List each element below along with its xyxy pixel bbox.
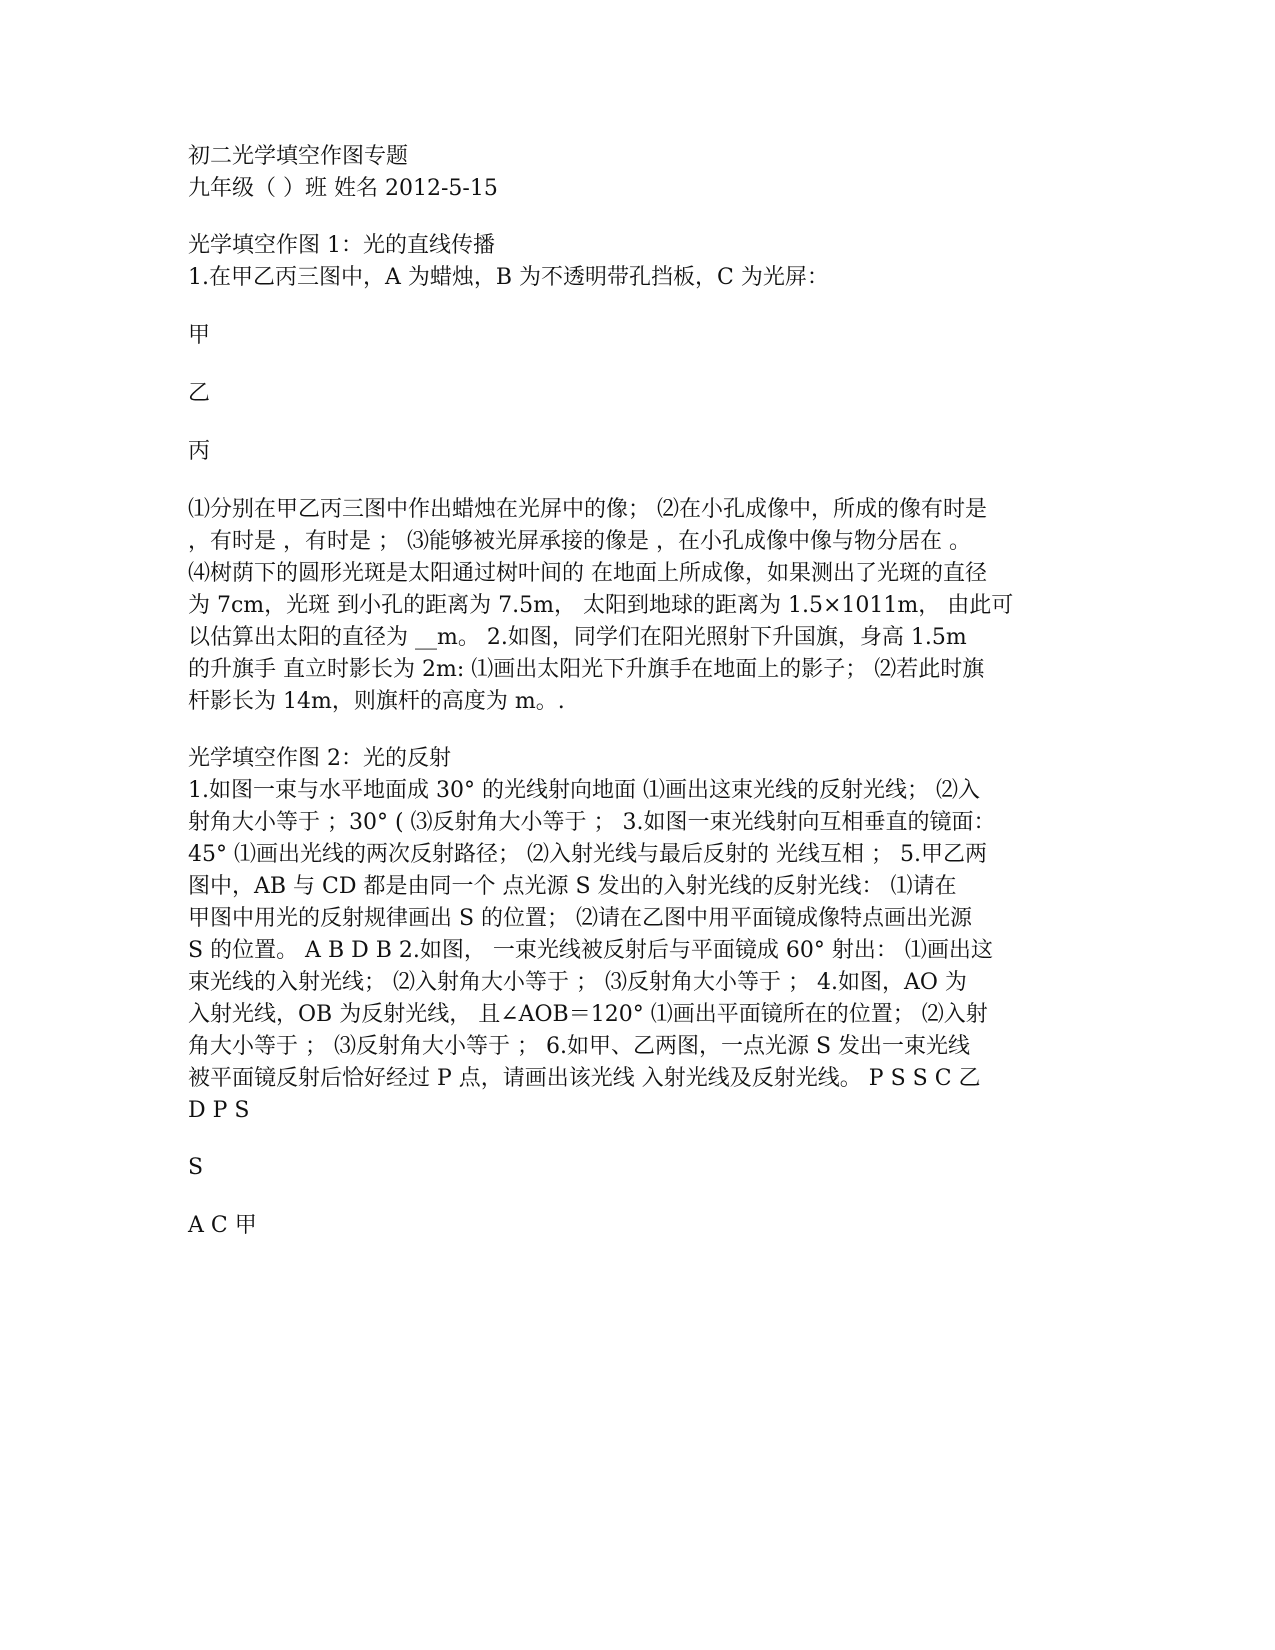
section1-paragraph-line: 的升旗手 直立时影长为 2m: ⑴画出太阳光下升旗手在地面上的影子； ⑵若此时旗 — [188, 657, 985, 682]
figure-label-jia: 甲 — [188, 323, 211, 348]
section1-paragraph-line: ⑷树荫下的圆形光斑是太阳通过树叶间的 在地面上所成像，如果测出了光斑的直径 — [188, 561, 987, 586]
section2-paragraph-line: 45° ⑴画出光线的两次反射路径； ⑵入射光线与最后反射的 光线互相 ； 5.甲乙两 — [188, 842, 987, 867]
figure-label-yi: 乙 — [188, 381, 211, 406]
section2-heading: 光学填空作图 2：光的反射 — [188, 746, 451, 771]
section2-paragraph-line: 甲图中用光的反射规律画出 S 的位置； ⑵请在乙图中用平面镜成像特点画出光源 — [188, 906, 973, 931]
section1-paragraph-line: 以估算出太阳的直径为 __m。 2.如图，同学们在阳光照射下升国旗，身高 1.5m — [188, 625, 967, 650]
section1-paragraph-line: 为 7cm，光斑 到小孔的距离为 7.5m， 太阳到地球的距离为 1.5×1011m， 由此可 — [188, 593, 1014, 618]
section2-paragraph-line: 被平面镜反射后恰好经过 P 点，请画出该光线 入射光线及反射光线。 P S S C 乙 — [188, 1066, 981, 1091]
document-title: 初二光学填空作图专题 — [188, 144, 409, 169]
section2-paragraph-line: 1.如图一束与水平地面成 30° 的光线射向地面 ⑴画出这束光线的反射光线； ⑵入 — [188, 778, 980, 803]
document-subtitle: 九年级（ ）班 姓名 2012-5-15 — [188, 176, 498, 201]
section1-intro: 1.在甲乙丙三图中，A 为蜡烛，B 为不透明带孔挡板，C 为光屏： — [188, 265, 829, 290]
section2-paragraph-line: 角大小等于 ； ⑶反射角大小等于 ； 6.如甲、乙两图，一点光源 S 发出一束光线 — [188, 1034, 971, 1059]
section1-paragraph-line: ⑴分别在甲乙丙三图中作出蜡烛在光屏中的像； ⑵在小孔成像中，所成的像有时是 — [188, 497, 987, 522]
section2-paragraph-line: 图中，AB 与 CD 都是由同一个 点光源 S 发出的入射光线的反射光线： ⑴请在 — [188, 874, 957, 899]
section2-paragraph-line: 入射光线，OB 为反射光线， 且∠AOB＝120° ⑴画出平面镜所在的位置； ⑵入射 — [188, 1002, 988, 1027]
section2-paragraph-line: 束光线的入射光线； ⑵入射角大小等于 ； ⑶反射角大小等于 ； 4.如图，AO 为 — [188, 970, 967, 995]
figure-label-bing: 丙 — [188, 439, 211, 464]
section2-paragraph-line: S 的位置。 A B D B 2.如图， 一束光线被反射后与平面镜成 60° 射出： ⑴画出这 — [188, 938, 993, 963]
figure-label-ac-jia: A C 甲 — [188, 1213, 257, 1238]
section1-heading: 光学填空作图 1：光的直线传播 — [188, 233, 495, 258]
figure-label-s: S — [188, 1155, 204, 1180]
section2-paragraph-line: D P S — [188, 1098, 250, 1123]
section2-paragraph-line: 射角大小等于 ；30° ( ⑶反射角大小等于 ； 3.如图一束光线射向互相垂直的镜面： — [188, 810, 996, 835]
section1-paragraph-line: ，有时是 ，有时是 ； ⑶能够被光屏承接的像是 ，在小孔成像中像与物分居在 。 — [188, 529, 971, 554]
section1-paragraph-line: 杆影长为 14m，则旗杆的高度为 m。. — [188, 689, 565, 714]
